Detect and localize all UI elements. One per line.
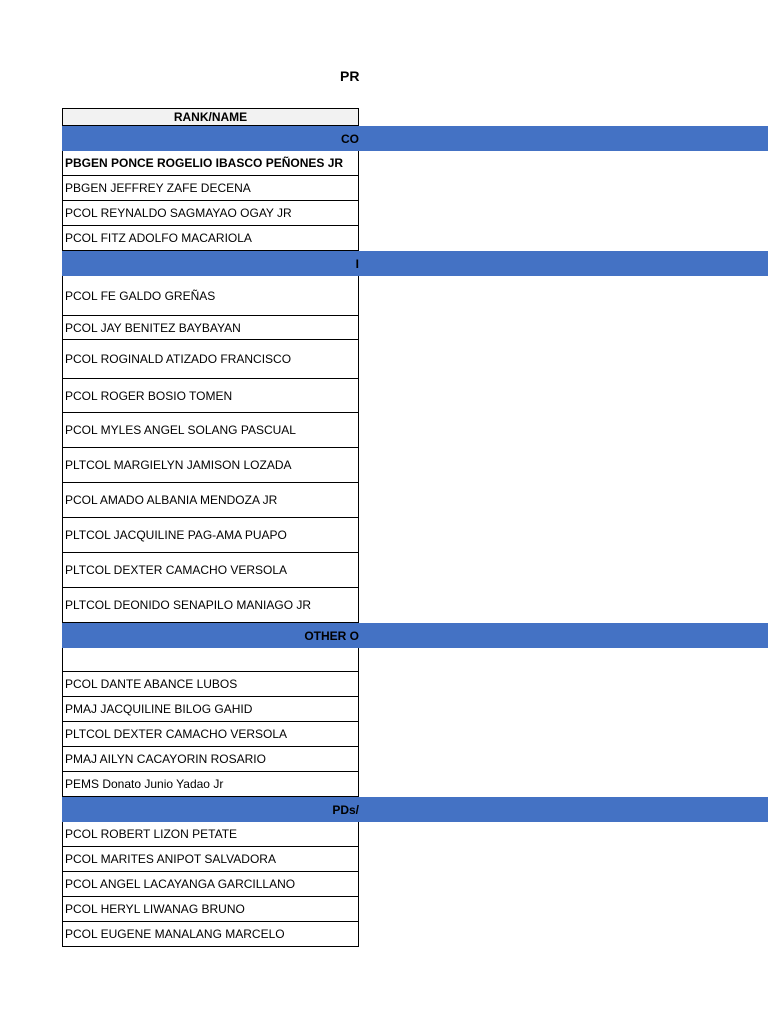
section-header-row xyxy=(62,126,768,151)
table-row xyxy=(62,176,768,201)
table-row xyxy=(62,483,768,518)
name-cell[interactable]: PCOL MYLES ANGEL SOLANG PASCUAL xyxy=(62,413,359,448)
name-cell[interactable]: PCOL ROGINALD ATIZADO FRANCISCO xyxy=(62,340,359,379)
name-cell[interactable]: PEMS Donato Junio Yadao Jr xyxy=(62,772,359,797)
table-row xyxy=(62,151,768,176)
page-title: PR xyxy=(340,68,360,84)
name-cell[interactable]: PCOL JAY BENITEZ BAYBAYAN xyxy=(62,316,359,340)
name-cell[interactable]: PCOL DANTE ABANCE LUBOS xyxy=(62,672,359,697)
table-row xyxy=(62,340,768,379)
name-cell[interactable]: PBGEN JEFFREY ZAFE DECENA xyxy=(62,176,359,201)
table-row xyxy=(62,722,768,747)
name-cell[interactable]: PCOL HERYL LIWANAG BRUNO xyxy=(62,897,359,922)
table-row xyxy=(62,872,768,897)
table-row xyxy=(62,772,768,797)
name-cell[interactable]: PBGEN PONCE ROGELIO IBASCO PEÑONES JR xyxy=(62,151,359,176)
table-row xyxy=(62,379,768,413)
table-row xyxy=(62,747,768,772)
table-row xyxy=(62,897,768,922)
section-label[interactable]: I xyxy=(355,256,359,271)
table-row xyxy=(62,448,768,483)
name-cell[interactable]: PLTCOL DEXTER CAMACHO VERSOLA xyxy=(62,722,359,747)
name-cell[interactable]: PCOL FITZ ADOLFO MACARIOLA xyxy=(62,226,359,251)
table-row xyxy=(62,822,768,847)
name-cell[interactable] xyxy=(62,648,359,672)
table-row xyxy=(62,847,768,872)
name-cell[interactable]: PCOL ANGEL LACAYANGA GARCILLANO xyxy=(62,872,359,897)
table-row xyxy=(62,672,768,697)
section-header-row xyxy=(62,251,768,276)
section-label[interactable]: CO xyxy=(341,131,359,146)
table-row xyxy=(62,276,768,316)
table-row xyxy=(62,588,768,623)
name-cell[interactable]: PLTCOL JACQUILINE PAG-AMA PUAPO xyxy=(62,518,359,553)
table-row xyxy=(62,518,768,553)
section-label[interactable]: OTHER O xyxy=(304,628,359,643)
section-header-row xyxy=(62,797,768,822)
name-cell[interactable]: PCOL ROBERT LIZON PETATE xyxy=(62,822,359,847)
table-row xyxy=(62,226,768,251)
name-cell[interactable]: PMAJ AILYN CACAYORIN ROSARIO xyxy=(62,747,359,772)
spreadsheet-table xyxy=(62,108,768,947)
table-row xyxy=(62,697,768,722)
table-row xyxy=(62,316,768,340)
table-row xyxy=(62,413,768,448)
name-cell[interactable]: PLTCOL DEONIDO SENAPILO MANIAGO JR xyxy=(62,588,359,623)
name-cell[interactable]: PCOL MARITES ANIPOT SALVADORA xyxy=(62,847,359,872)
table-row xyxy=(62,648,768,672)
table-row xyxy=(62,201,768,226)
section-header-row xyxy=(62,623,768,648)
name-cell[interactable]: PCOL ROGER BOSIO TOMEN xyxy=(62,379,359,413)
name-cell[interactable]: PCOL AMADO ALBANIA MENDOZA JR xyxy=(62,483,359,518)
name-cell[interactable]: PCOL REYNALDO SAGMAYAO OGAY JR xyxy=(62,201,359,226)
name-cell[interactable]: PCOL FE GALDO GREÑAS xyxy=(62,276,359,316)
table-row xyxy=(62,922,768,947)
table-row xyxy=(62,553,768,588)
column-header-rank-name[interactable]: RANK/NAME xyxy=(62,108,359,126)
name-cell[interactable]: PLTCOL DEXTER CAMACHO VERSOLA xyxy=(62,553,359,588)
name-cell[interactable]: PCOL EUGENE MANALANG MARCELO xyxy=(62,922,359,947)
table-header-row xyxy=(62,108,768,126)
name-cell[interactable]: PLTCOL MARGIELYN JAMISON LOZADA xyxy=(62,448,359,483)
name-cell[interactable]: PMAJ JACQUILINE BILOG GAHID xyxy=(62,697,359,722)
section-label[interactable]: PDs/ xyxy=(332,802,359,817)
